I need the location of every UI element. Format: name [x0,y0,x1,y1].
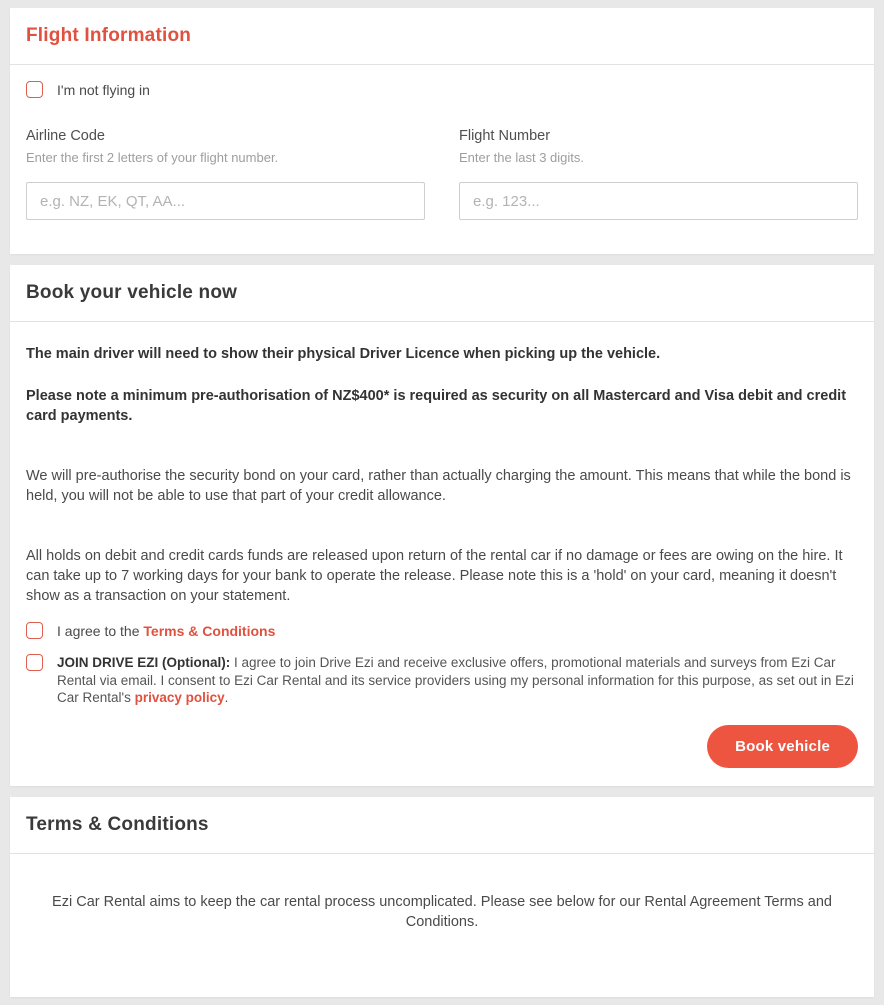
terms-agree-label [57,623,275,639]
drive-ezi-text: I agree to join Drive Ezi and receive exclusive offers, promotional materials and surveys from Ezi Car Rental via email. I consent to Ezi Car Rental and its service providers using my personal information for this purpose, as set out in Ezi Car Rental's [57,655,854,705]
drive-ezi-suffix: . [224,690,229,705]
flight-number-input[interactable] [459,182,858,220]
not-flying-row [26,81,858,98]
book-vehicle-button[interactable]: Book vehicle [707,725,858,768]
drive-ezi-checkbox[interactable] [26,654,43,671]
flight-information-body [10,65,874,254]
drive-ezi-row [26,654,858,707]
flight-number-label: Flight Number [459,128,551,144]
airline-code-input[interactable] [26,182,425,220]
booking-body [10,322,874,786]
terms-header [10,797,874,854]
flight-information-title: Flight Information [26,25,192,46]
flight-fields-grid [26,128,858,220]
terms-title: Terms & Conditions [26,813,209,835]
holds-info: All holds on debit and credit cards funds are released upon return of the rental car if no damage or fees are owing on the hire. It can take up to 7 working days for your bank to operate the release. Please note this is a 'hold' on your card, meaning it doesn't show as a transaction on your statement. [26,548,843,604]
booking-header [10,265,874,322]
flight-information-header [10,8,874,65]
terms-card [10,797,874,997]
terms-intro: Ezi Car Rental aims to keep the car rental process uncomplicated. Please see below for our Rental Agreement Terms and Conditions. [52,893,832,930]
terms-agree-checkbox[interactable] [26,622,43,639]
airline-code-field-group [26,128,425,220]
bond-info: We will pre-authorise the security bond on your card, rather than actually charging the amount. This means that while the bond is held, you will not be able to use that part of your credit allowance. [26,468,851,504]
airline-code-helper: Enter the first 2 letters of your flight number. [26,150,279,165]
not-flying-label: I'm not flying in [57,81,150,98]
privacy-policy-link[interactable]: privacy policy [134,690,225,705]
booking-actions [26,725,858,768]
terms-agree-prefix: I agree to the [57,622,140,639]
preauth-notice: Please note a minimum pre-authorisation of NZ$400* is required as security on all Mastercard and Visa debit and credit card payments. [26,388,847,424]
airline-code-label: Airline Code [26,128,105,144]
drive-ezi-bold-prefix: JOIN DRIVE EZI (Optional): [57,655,231,670]
flight-number-field-group [459,128,858,220]
booking-title: Book your vehicle now [26,282,238,303]
flight-number-helper: Enter the last 3 digits. [459,150,585,165]
booking-card [10,265,874,786]
terms-agree-row [26,622,858,639]
drive-ezi-label [57,654,858,707]
licence-notice: The main driver will need to show their physical Driver Licence when picking up the vehicle. [26,346,661,362]
terms-conditions-link[interactable]: Terms & Conditions [143,622,276,639]
flight-information-card [10,8,874,254]
terms-body [10,854,874,970]
not-flying-checkbox[interactable] [26,81,43,98]
